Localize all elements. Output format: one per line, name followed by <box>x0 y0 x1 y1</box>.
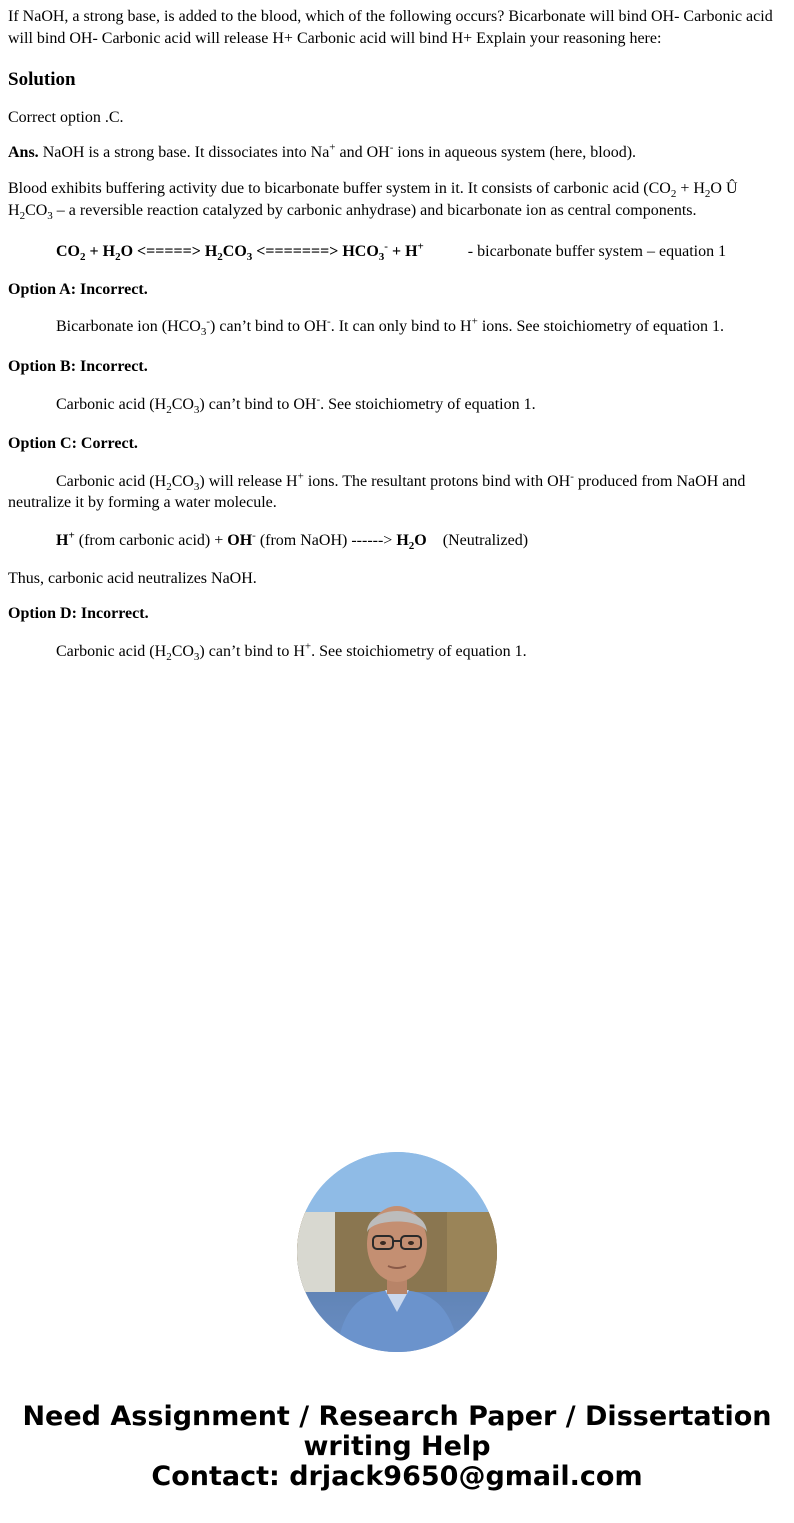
option-b-text: Carbonic acid $(H_2CO_3)$ can’t bind to OH-. See stoichiometry of equation 1. <box>56 393 536 416</box>
option-b-heading: Option B: Incorrect. <box>8 357 148 375</box>
buffer-equation <box>8 241 778 263</box>
solution-heading: Solution <box>8 69 76 91</box>
option-c-heading: Option C: Correct. <box>8 435 138 453</box>
question-text: If NaOH, a strong base, is added to the blood, which of the following occurs? Bicarbonate will bind OH- Carbonic acid will bind OH- Carbonic acid will release H+ Carbonic acid will bind H+ Explain your reasoning here: <box>8 8 773 47</box>
author-avatar <box>297 1152 497 1352</box>
ans-label: Ans. <box>8 144 39 162</box>
neutralized-note: (Neutralized) <box>442 531 529 549</box>
solution-document <box>8 6 778 676</box>
equation-caption: - bicarbonate buffer system – equation 1 <box>467 243 727 261</box>
option-d-heading: Option D: Incorrect. <box>8 605 149 623</box>
promo-text <box>0 1402 794 1492</box>
answer-paragraph: Ans. NaOH is a strong base. It dissociates into Na+ and OH- ions in aqueous system (here, blood). <box>8 142 637 162</box>
buffer-paragraph: Blood exhibits buffering activity due to bicarbonate buffer system in it. It consists of carbonic acid ($CO_2 + H_2O$ Û $H_2CO_3$ – a reversible reaction catalyzed by carbonic anhydrase) and bicarbonate ion as central components. <box>8 180 738 222</box>
promo-line-1: Need Assignment / Research Paper / Dissertation <box>22 1401 772 1432</box>
neutralization-equation: H+ (from carbonic acid) + OH- (from NaOH) ------> $H_2O$ (Neutralized) <box>56 529 529 553</box>
equation-formula: $CO_2 + H_2O$ <=====> $H_2CO_3$ <=======> $HCO_3^- + H^+$ <box>56 240 424 264</box>
option-d-text: Carbonic acid $(H_2CO_3)$ can’t bind to H+. See stoichiometry of equation 1. <box>56 640 527 663</box>
author-portrait-image <box>297 1152 497 1352</box>
correct-option-text: Correct option .C. <box>8 108 124 126</box>
option-c-text: Carbonic acid $(H_2CO_3)$ will release H+ ions. The resultant protons bind with OH- produced from NaOH and neutralize it by forming a water molecule. <box>8 470 746 512</box>
promo-footer <box>0 1152 794 1492</box>
contact-email[interactable]: Contact: drjack9650@gmail.com <box>151 1461 643 1492</box>
promo-line-2: writing Help <box>303 1431 491 1462</box>
conclusion-text: Thus, carbonic acid neutralizes NaOH. <box>8 569 257 587</box>
option-a-text: Bicarbonate ion $(HCO_3^-)$ can’t bind to OH-. It can only bind to H+ ions. See stoichiometry of equation 1. <box>56 316 724 339</box>
option-a-heading: Option A: Incorrect. <box>8 280 148 298</box>
